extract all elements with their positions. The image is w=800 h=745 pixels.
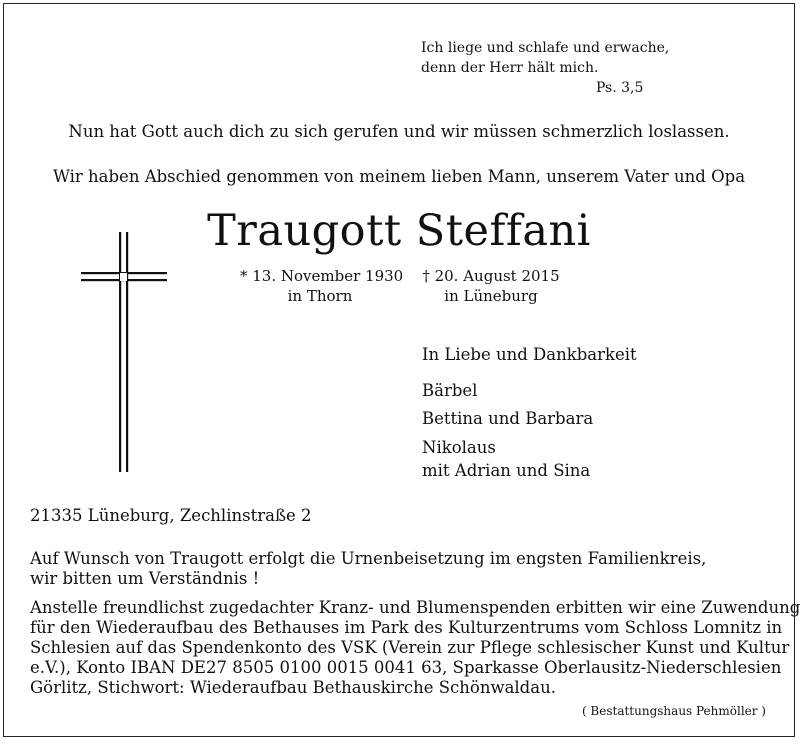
- family-heading: In Liebe und Dankbarkeit: [422, 345, 637, 364]
- death-info: [416, 266, 566, 306]
- family-member: Bärbel: [422, 381, 478, 400]
- bible-verse: [421, 38, 669, 78]
- verse-reference: Ps. 3,5: [596, 80, 644, 96]
- intro-line: Wir haben Abschied genommen von meinem lieben Mann, unserem Vater und Opa: [52, 167, 746, 186]
- cross-icon: [81, 232, 167, 472]
- donation-line: Anstelle freundlichst zugedachter Kranz- und Blumenspenden erbitten wir eine Zuwendung: [30, 598, 800, 617]
- donation-line: Görlitz, Stichwort: Wiederaufbau Bethauskirche Schönwaldau.: [30, 678, 556, 697]
- deceased-name: Traugott Steffani: [207, 206, 591, 256]
- donation-line: Schlesien auf das Spendenkonto des VSK (Verein zur Pflege schlesischer Kunst und Kultur: [30, 638, 790, 657]
- notice-line: wir bitten um Verständnis !: [30, 569, 260, 588]
- obituary-notice: [3, 3, 800, 737]
- death-date: † 20. August 2015: [422, 267, 560, 285]
- birth-date: * 13. November 1930: [240, 267, 404, 285]
- funeral-home: ( Bestattungshaus Pehmöller ): [581, 704, 766, 718]
- birth-place: in Thorn: [287, 287, 353, 305]
- family-member: Nikolaus: [422, 438, 496, 457]
- donation-line: für den Wiederaufbau des Bethauses im Park des Kulturzentrums vom Schloss Lomnitz in: [30, 618, 783, 637]
- family-member: Bettina und Barbara: [422, 409, 594, 428]
- address: 21335 Lüneburg, Zechlinstraße 2: [30, 506, 312, 525]
- notice-line: Auf Wunsch von Traugott erfolgt die Urnenbeisetzung im engsten Familienkreis,: [30, 549, 707, 568]
- donation-request: [30, 598, 800, 698]
- birth-info: [240, 266, 404, 306]
- donation-line: e.V.), Konto IBAN DE27 8505 0100 0015 0041 63, Sparkasse Oberlausitz-Niederschlesien: [30, 658, 782, 677]
- family-member-sub: mit Adrian und Sina: [422, 461, 591, 480]
- verse-line: denn der Herr hält mich.: [421, 60, 599, 76]
- intro-line: Nun hat Gott auch dich zu sich gerufen und wir müssen schmerzlich loslassen.: [68, 122, 730, 141]
- verse-line: Ich liege und schlafe und erwache,: [421, 40, 670, 56]
- burial-notice: [30, 549, 706, 589]
- death-place: in Lüneburg: [444, 287, 538, 305]
